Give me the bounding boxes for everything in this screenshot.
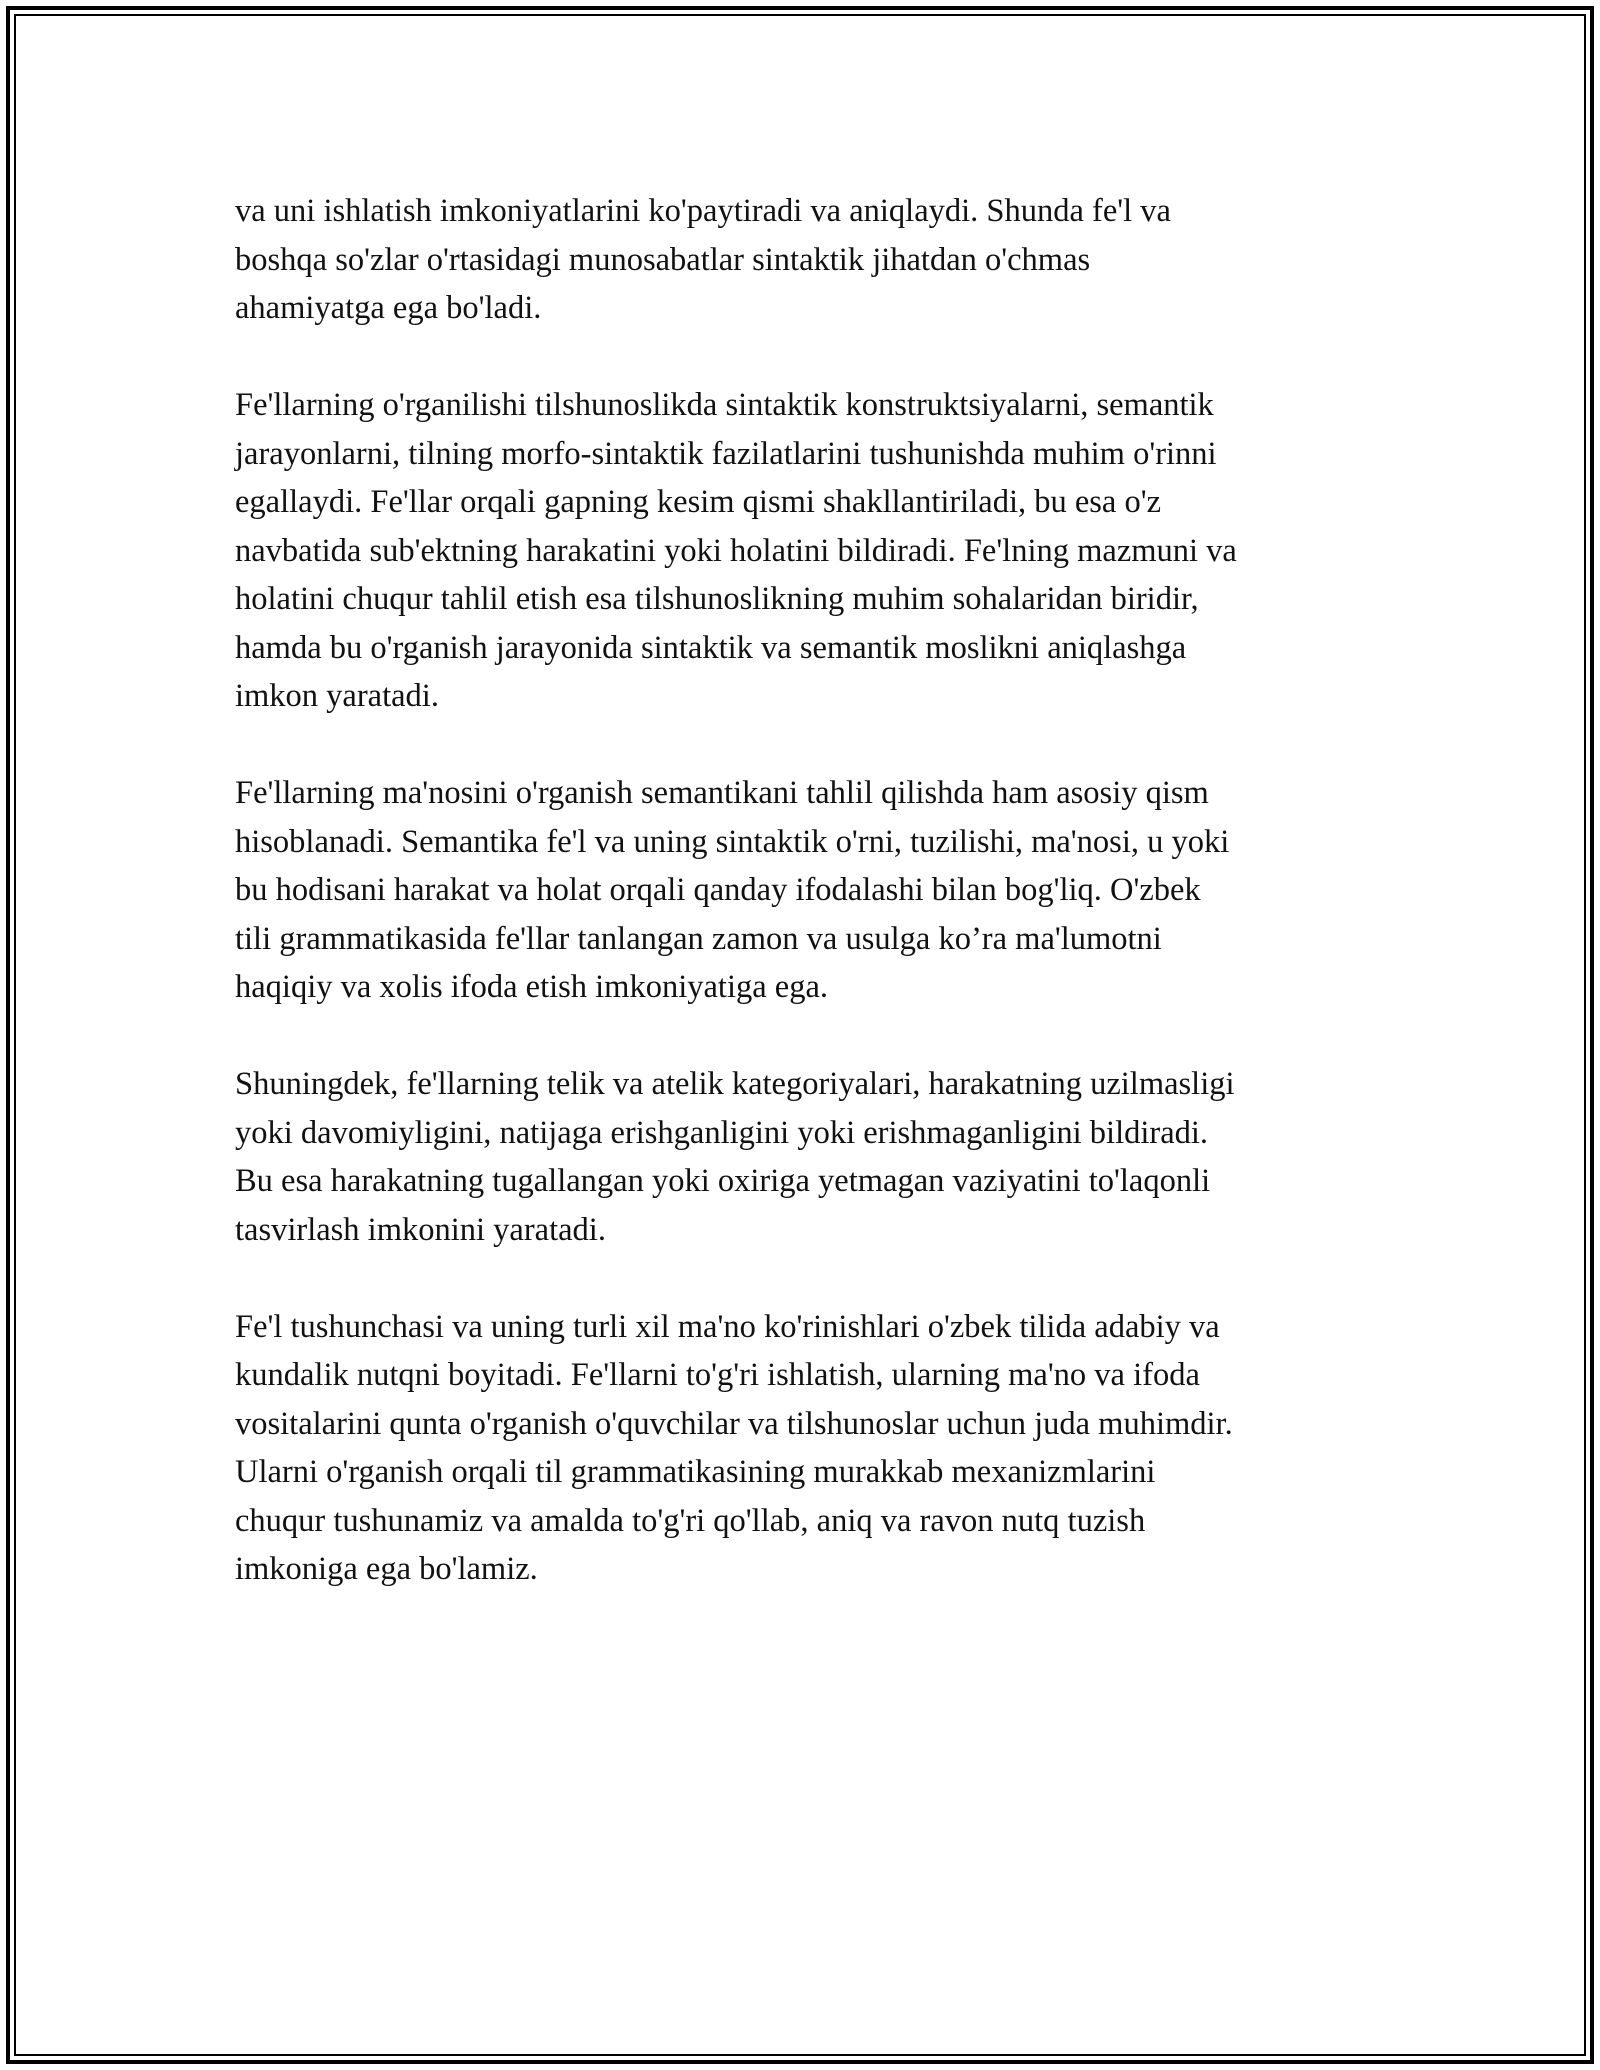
paragraph: Fe'l tushunchasi va uning turli xil ma'no ko'rinishlari o'zbek tilida adabiy va kundalik nutqni boyitadi. Fe'llarni to'g'ri ishlatish, ularning ma'no va ifoda vositalarini qunta o'rganish o'quvchilar va tilshunoslar uchun juda muhimdir. Ularni o'rganish orqali til grammatikasining murakkab mexanizmlarini chuqur tushunamiz va amalda to'g'ri qo'llab, aniq va ravon nutq tuzish imkoniga ega bo'lamiz. <box>235 1308 1233 1587</box>
paragraph: va uni ishlatish imkoniyatlarini ko'paytiradi va aniqlaydi. Shunda fe'l va boshqa so'zlar o'rtasidagi munosabatlar sintaktik jihatdan o'chmas ahamiyatga ega bo'ladi. <box>235 193 1171 326</box>
paragraph: Fe'llarning ma'nosini o'rganish semantikani tahlil qilishda ham asosiy qism hisoblanadi. Semantika fe'l va uning sintaktik o'rni, tuzilishi, ma'nosi, u yoki bu hodisani harakat va holat orqali qanday ifodalashi bilan bog'liq. O'zbek tili grammatikasida fe'llar tanlangan zamon va usulga ko’ra ma'lumotni haqiqiy va xolis ifoda etish imkoniyatiga ega. <box>235 775 1230 1005</box>
paragraph: Shuningdek, fe'llarning telik va atelik kategoriyalari, harakatning uzilmasligi yoki davomiyligini, natijaga erishganligini yoki erishmaganligini bildiradi. Bu esa harakatning tugallangan yoki oxiriga yetmagan vaziyatini to'laqonli tasvirlash imkonini yaratadi. <box>235 1066 1235 1248</box>
paragraph: Fe'llarning o'rganilishi tilshunoslikda sintaktik konstruktsiyalarni, semantik jarayonlarni, tilning morfo-sintaktik fazilatlarini tushunishda muhim o'rinni egallaydi. Fe'llar orqali gapning kesim qismi shakllantiriladi, bu esa o'z navbatida sub'ektning harakatini yoki holatini bildiradi. Fe'lning mazmuni va holatini chuqur tahlil etish esa tilshunoslikning muhim sohalaridan biridir, hamda bu o'rganish jarayonida sintaktik va semantik moslikni aniqlashga imkon yaratadi. <box>235 387 1237 714</box>
document-body <box>235 187 1375 1642</box>
